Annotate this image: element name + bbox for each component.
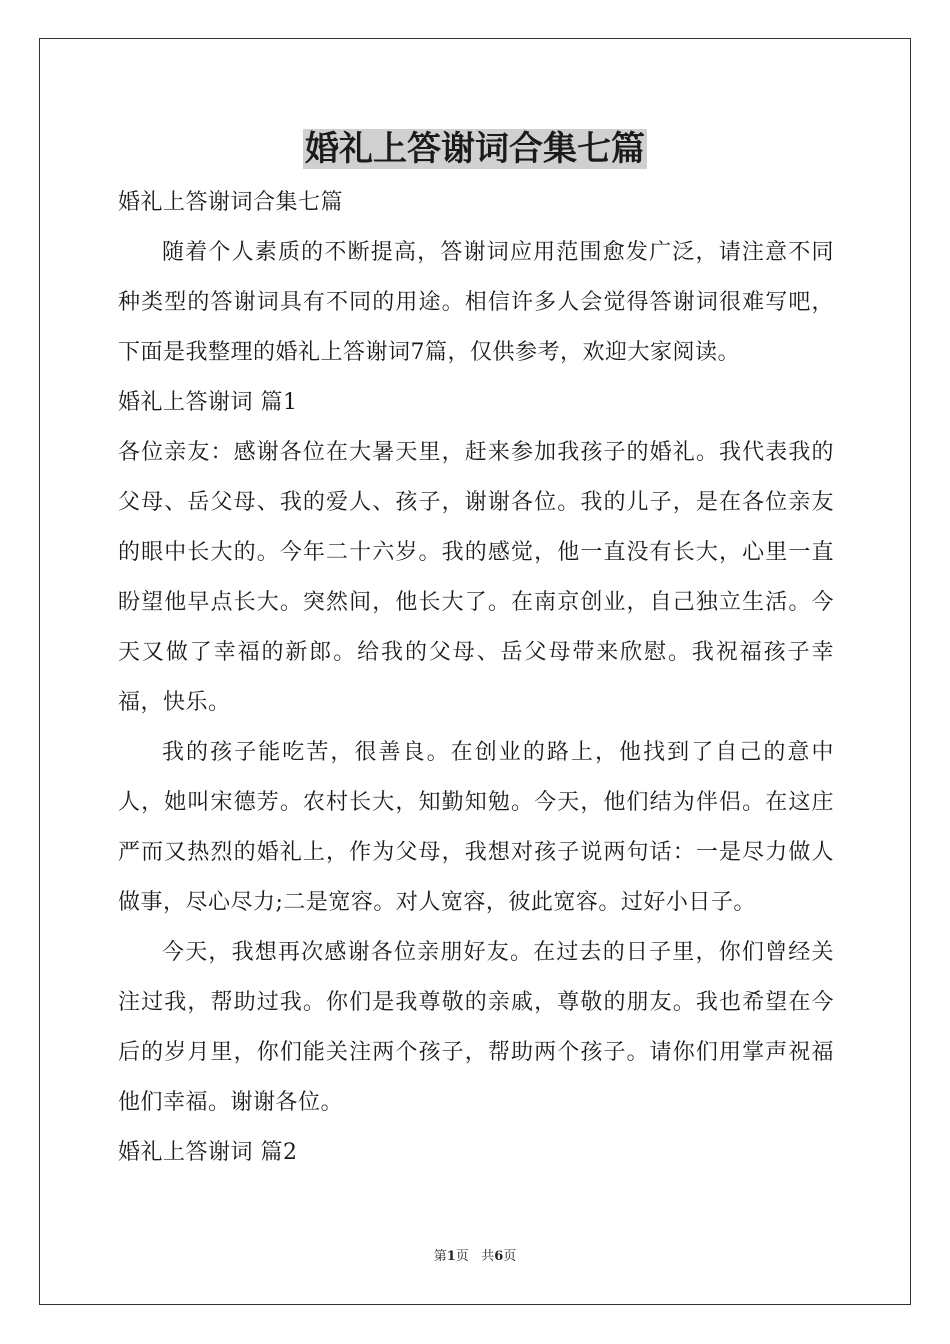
section-heading: 婚礼上答谢词 篇1 (118, 390, 298, 415)
paragraph: 婚礼上答谢词合集七篇 (118, 190, 344, 215)
document-title (0, 126, 950, 172)
footer-page-number: 1 (446, 1249, 456, 1264)
document-body (118, 178, 834, 1178)
page-footer (0, 1245, 950, 1264)
section-heading: 婚礼上答谢词 篇2 (118, 1140, 298, 1165)
footer-total-prefix: 共 (481, 1249, 495, 1264)
footer-page-suffix: 页 (455, 1249, 469, 1264)
document-title-text: 婚礼上答谢词合集七篇 (305, 129, 645, 169)
paragraph: 随着个人素质的不断提高，答谢词应用范围愈发广泛，请注意不同种类型的答谢词具有不同的用途。相信许多人会觉得答谢词很难写吧，下面是我整理的婚礼上答谢词7篇，仅供参考，欢迎大家阅读。 (118, 240, 834, 365)
paragraph: 今天，我想再次感谢各位亲朋好友。在过去的日子里，你们曾经关注过我，帮助过我。你们是我尊敬的亲戚，尊敬的朋友。我也希望在今后的岁月里，你们能关注两个孩子，帮助两个孩子。请你们用掌声祝福他们幸福。谢谢各位。 (118, 940, 834, 1115)
footer-total-suffix: 页 (503, 1249, 517, 1264)
footer-page-prefix: 第 (433, 1249, 447, 1264)
footer-total-pages: 6 (494, 1249, 504, 1264)
paragraph: 各位亲友：感谢各位在大暑天里，赶来参加我孩子的婚礼。我代表我的父母、岳父母、我的爱人、孩子，谢谢各位。我的儿子，是在各位亲友的眼中长大的。今年二十六岁。我的感觉，他一直没有长大，心里一直盼望他早点长大。突然间，他长大了。在南京创业，自己独立生活。今天又做了幸福的新郎。给我的父母、岳父母带来欣慰。我祝福孩子幸福，快乐。 (118, 440, 834, 715)
paragraph: 我的孩子能吃苦，很善良。在创业的路上，他找到了自己的意中人，她叫宋德芳。农村长大，知勤知勉。今天，他们结为伴侣。在这庄严而又热烈的婚礼上，作为父母，我想对孩子说两句话：一是尽力做人做事，尽心尽力;二是宽容。对人宽容，彼此宽容。过好小日子。 (118, 740, 834, 915)
